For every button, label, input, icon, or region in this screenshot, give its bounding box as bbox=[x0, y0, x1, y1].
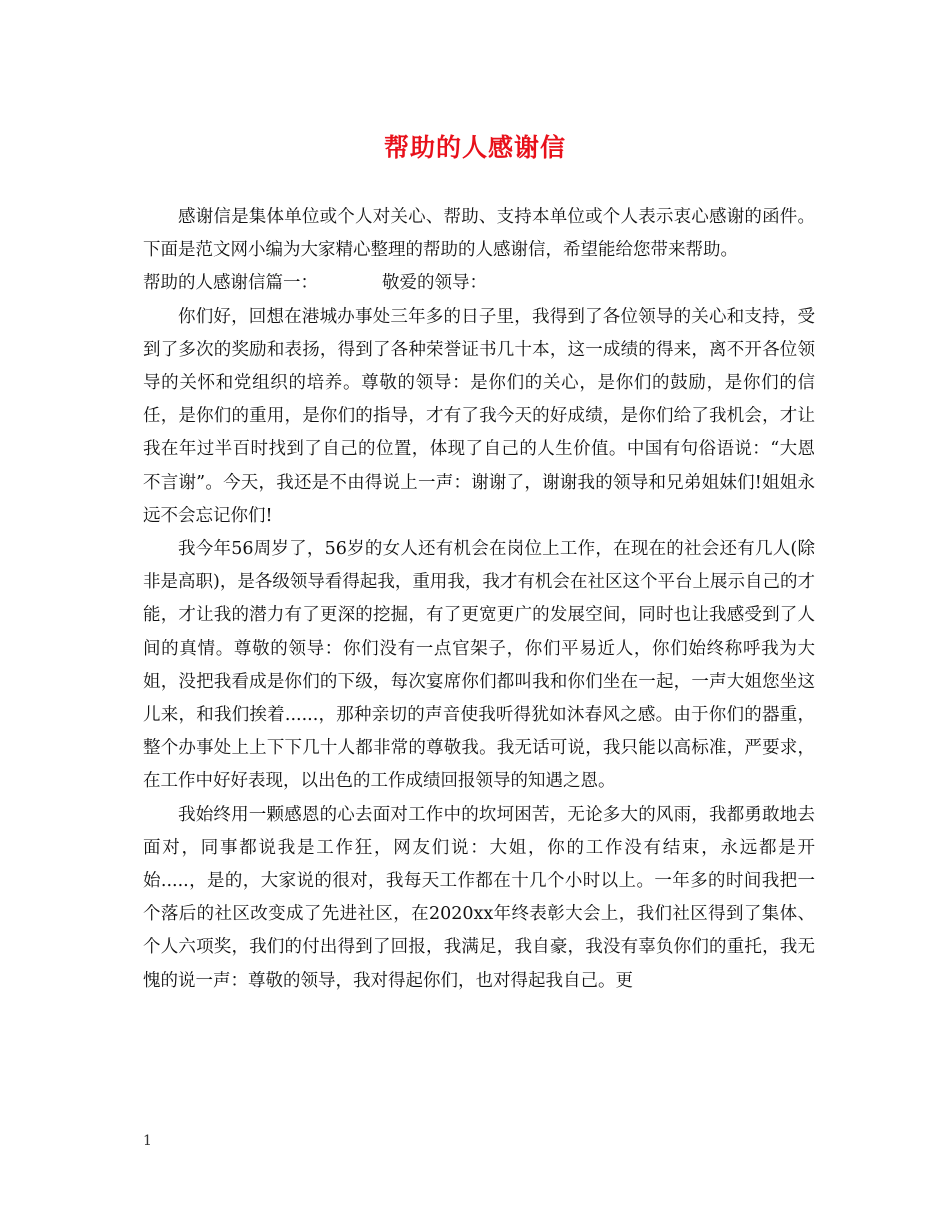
section-label: 帮助的人感谢信篇一： bbox=[143, 273, 318, 294]
document-title: 帮助的人感谢信 bbox=[383, 133, 566, 162]
section-heading-line bbox=[143, 267, 815, 300]
body-paragraph: 我始终用一颗感恩的心去面对工作中的坎坷困苦，无论多大的风雨，我都勇敢地去面对，同事都说我是工作狂，网友们说：大姐，你的工作没有结束，永远都是开始.....，是的，大家说的很对，我每天工作都在十几个小时以上。一年多的时间我把一个落后的社区改变成了先进社区，在2020xx年终表彰大会上，我们社区得到了集体、个人六项奖，我们的付出得到了回报，我满足，我自豪，我没有辜负你们的重托，我无愧的说一声：尊敬的领导，我对得起你们，也对得起我自己。更 bbox=[143, 804, 815, 991]
body-paragraph: 你们好，回想在港城办事处三年多的日子里，我得到了各位领导的关心和支持，受到了多次的奖励和表扬，得到了各种荣誉证书几十本，这一成绩的得来，离不开各位领导的关怀和党组织的培养。尊敬的领导：是你们的关心，是你们的鼓励，是你们的信任，是你们的重用，是你们的指导，才有了我今天的好成绩，是你们给了我机会，才让我在年过半百时找到了自己的位置，体现了自己的人生价值。中国有句俗语说：“大恩不言谢”。今天，我还是不由得说上一声：谢谢了，谢谢我的领导和兄弟姐妹们!姐姐永远不会忘记你们! bbox=[143, 306, 815, 526]
page-number: 1 bbox=[143, 1133, 152, 1149]
salutation: 敬爱的领导： bbox=[382, 273, 487, 294]
intro-paragraph: 感谢信是集体单位或个人对关心、帮助、支持本单位或个人表示衷心感谢的函件。下面是范文网小编为大家精心整理的帮助的人感谢信，希望能给您带来帮助。 bbox=[143, 207, 815, 261]
body-paragraph: 我今年56周岁了，56岁的女人还有机会在岗位上工作，在现在的社会还有几人(除非是高职)，是各级领导看得起我，重用我，我才有机会在社区这个平台上展示自己的才能，才让我的潜力有了更深的挖掘，有了更宽更广的发展空间，同时也让我感受到了人间的真情。尊敬的领导：你们没有一点官架子，你们平易近人，你们始终称呼我为大姐，没把我看成是你们的下级，每次宴席你们都叫我和你们坐在一起，一声大姐您坐这儿来，和我们挨着......，那种亲切的声音使我听得犹如沐春风之感。由于你们的器重，整个办事处上上下下几十人都非常的尊敬我。我无话可说，我只能以高标准，严要求，在工作中好好表现，以出色的工作成绩回报领导的知遇之恩。 bbox=[143, 539, 815, 792]
document-body bbox=[143, 201, 815, 998]
